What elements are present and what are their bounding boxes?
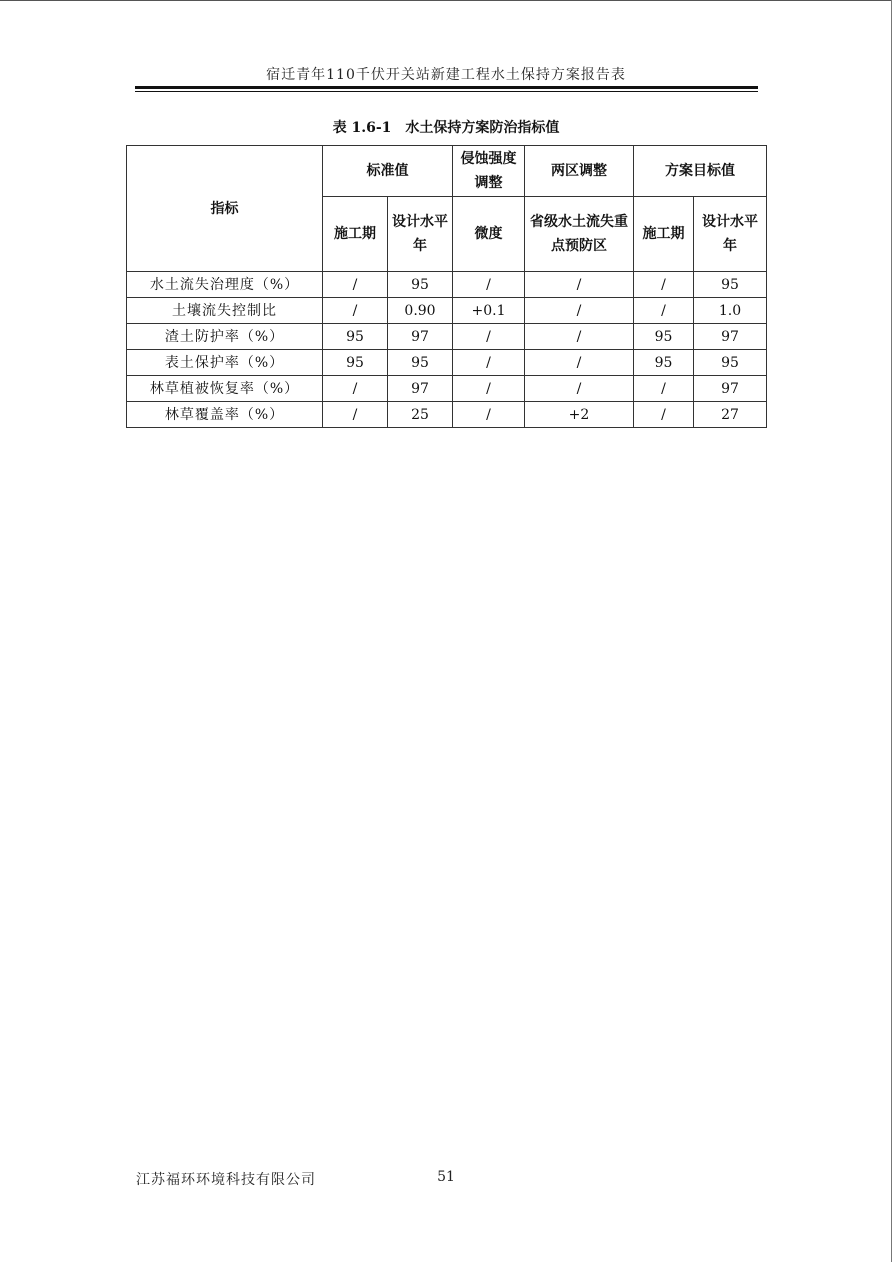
cell-standard-construction: / bbox=[323, 402, 388, 428]
cell-target-construction: / bbox=[634, 272, 694, 298]
cell-target-construction: / bbox=[634, 298, 694, 324]
row-label: 林草覆盖率（%） bbox=[127, 402, 323, 428]
header-standard-construction: 施工期 bbox=[323, 197, 388, 272]
row-label: 土壤流失控制比 bbox=[127, 298, 323, 324]
cell-standard-construction: 95 bbox=[323, 324, 388, 350]
cell-zone: / bbox=[525, 298, 634, 324]
cell-target-construction: 95 bbox=[634, 324, 694, 350]
cell-standard-design: 97 bbox=[388, 324, 453, 350]
row-label: 水土流失治理度（%） bbox=[127, 272, 323, 298]
cell-zone: / bbox=[525, 376, 634, 402]
header-indicator: 指标 bbox=[127, 146, 323, 272]
table-row bbox=[127, 324, 767, 350]
header-rule-thin bbox=[135, 91, 758, 92]
footer-page-number: 51 bbox=[437, 1169, 455, 1185]
cell-target-design: 95 bbox=[694, 350, 767, 376]
cell-zone: / bbox=[525, 324, 634, 350]
header-target-construction: 施工期 bbox=[634, 197, 694, 272]
table-caption-title: 水土保持方案防治指标值 bbox=[405, 120, 560, 136]
header-erosion-adjust: 侵蚀强度调整 bbox=[453, 146, 525, 197]
cell-zone: / bbox=[525, 350, 634, 376]
header-erosion-mild: 微度 bbox=[453, 197, 525, 272]
header-standard: 标准值 bbox=[323, 146, 453, 197]
cell-erosion: / bbox=[453, 402, 525, 428]
cell-zone: +2 bbox=[525, 402, 634, 428]
page-top-edge bbox=[0, 0, 892, 1]
cell-standard-construction: / bbox=[323, 272, 388, 298]
table-row bbox=[127, 272, 767, 298]
cell-target-construction: / bbox=[634, 376, 694, 402]
table-row bbox=[127, 376, 767, 402]
cell-target-design: 95 bbox=[694, 272, 767, 298]
cell-target-design: 1.0 bbox=[694, 298, 767, 324]
document-header-title: 宿迁青年110千伏开关站新建工程水土保持方案报告表 bbox=[266, 67, 626, 83]
cell-zone: / bbox=[525, 272, 634, 298]
row-label: 渣土防护率（%） bbox=[127, 324, 323, 350]
header-provincial-zone: 省级水土流失重点预防区 bbox=[525, 197, 634, 272]
header-two-zone-adjust: 两区调整 bbox=[525, 146, 634, 197]
cell-standard-design: 25 bbox=[388, 402, 453, 428]
cell-standard-design: 95 bbox=[388, 272, 453, 298]
cell-standard-construction: 95 bbox=[323, 350, 388, 376]
table-caption-number: 表 1.6-1 bbox=[332, 120, 392, 136]
cell-erosion: +0.1 bbox=[453, 298, 525, 324]
header-rule-thick bbox=[135, 86, 758, 89]
table-caption bbox=[0, 117, 892, 137]
cell-erosion: / bbox=[453, 350, 525, 376]
cell-target-design: 97 bbox=[694, 376, 767, 402]
cell-erosion: / bbox=[453, 376, 525, 402]
table-header-row-1 bbox=[127, 146, 767, 197]
table-row bbox=[127, 350, 767, 376]
cell-target-design: 27 bbox=[694, 402, 767, 428]
cell-target-design: 97 bbox=[694, 324, 767, 350]
row-label: 表土保护率（%） bbox=[127, 350, 323, 376]
cell-standard-design: 0.90 bbox=[388, 298, 453, 324]
table-row bbox=[127, 402, 767, 428]
cell-erosion: / bbox=[453, 324, 525, 350]
cell-standard-construction: / bbox=[323, 376, 388, 402]
cell-standard-design: 97 bbox=[388, 376, 453, 402]
footer-company-name: 江苏福环环境科技有限公司 bbox=[136, 1172, 316, 1188]
table-row bbox=[127, 298, 767, 324]
header-target: 方案目标值 bbox=[634, 146, 767, 197]
cell-target-construction: / bbox=[634, 402, 694, 428]
prevention-index-table bbox=[126, 145, 767, 428]
header-target-design-level: 设计水平年 bbox=[694, 197, 767, 272]
cell-target-construction: 95 bbox=[634, 350, 694, 376]
header-standard-design-level: 设计水平年 bbox=[388, 197, 453, 272]
row-label: 林草植被恢复率（%） bbox=[127, 376, 323, 402]
cell-erosion: / bbox=[453, 272, 525, 298]
cell-standard-construction: / bbox=[323, 298, 388, 324]
cell-standard-design: 95 bbox=[388, 350, 453, 376]
